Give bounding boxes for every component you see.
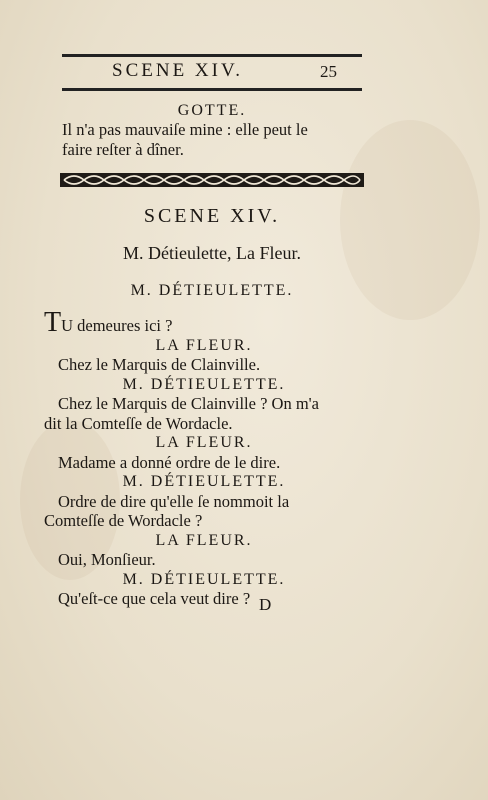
speaker-la-fleur: LA FLEUR.	[155, 336, 253, 354]
line-text: U demeures ici ?	[61, 316, 173, 335]
drop-cap: T	[44, 307, 62, 338]
speaker-la-fleur: LA FLEUR.	[155, 434, 253, 451]
ornament-band	[60, 170, 364, 190]
scene-characters: M. Détieulette, La Fleur.	[123, 243, 301, 263]
first-speaker: M. DÉTIEULETTE.	[130, 282, 294, 299]
text-line: Qu'eſt-ce que cela veut dire ?	[58, 589, 251, 608]
text-line: Ordre de dire qu'elle ſe nommoit la	[58, 491, 290, 511]
header-rule-bottom	[62, 88, 362, 91]
running-head	[62, 60, 362, 86]
speaker-gotte: GOTTE.	[177, 102, 247, 119]
running-title: SCENE XIV.	[112, 60, 243, 81]
text-line: Comteſſe de Wordacle ?	[44, 511, 203, 530]
text-line: dit la Comteſſe de Wordacle.	[44, 413, 233, 433]
catchword: D	[259, 595, 272, 614]
previous-scene-end	[62, 102, 362, 159]
dialog	[44, 307, 364, 609]
text-line: Oui, Monſieur.	[58, 550, 156, 569]
text-line: Madame a donné ordre de le dire.	[58, 452, 281, 472]
speaker-detieulette: M. DÉTIEULETTE.	[122, 473, 286, 490]
text-line: Il n'a pas mauvaiſe mine : elle peut le	[62, 120, 308, 139]
text-line: Chez le Marquis de Clainville ? On m'a	[58, 394, 319, 413]
header-rule-top	[62, 54, 362, 57]
speaker-detieulette: M. DÉTIEULETTE.	[122, 570, 286, 588]
scene-title: SCENE XIV.	[143, 205, 281, 227]
text-line: faire reſter à dîner.	[62, 139, 184, 159]
text-line: Chez le Marquis de Clainville.	[58, 355, 261, 374]
page-number: 25	[320, 62, 337, 81]
speaker-la-fleur: LA FLEUR.	[155, 531, 253, 549]
text-line	[44, 307, 364, 338]
speaker-detieulette: M. DÉTIEULETTE.	[122, 375, 286, 393]
